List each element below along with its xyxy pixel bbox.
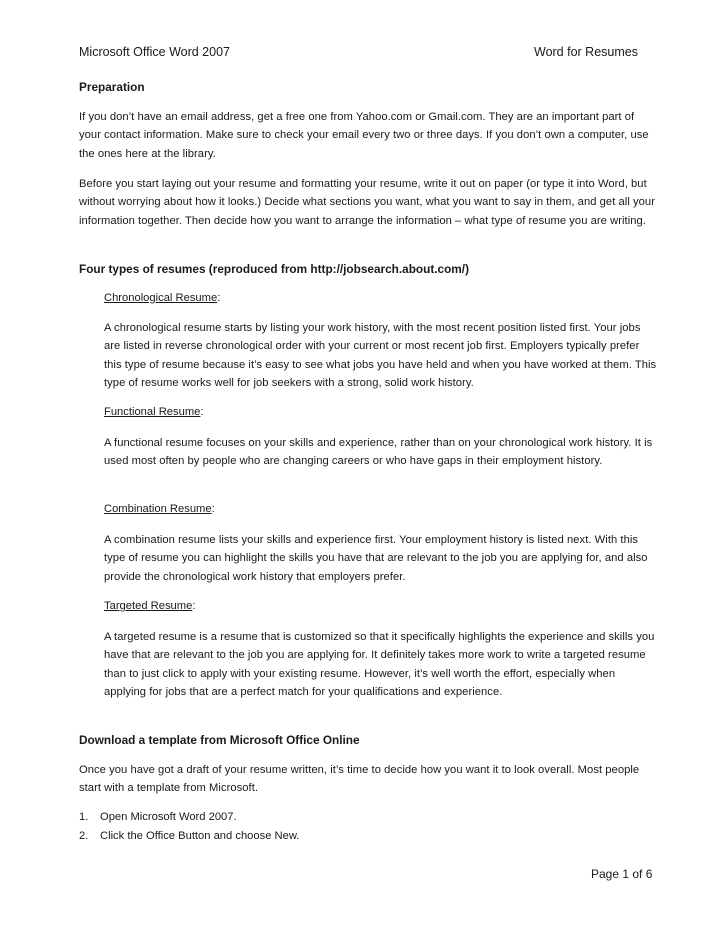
paragraph-combination: A combination resume lists your skills and experience first. Your employment history is listed next. With this type of resume you can highlight the skills you have that are relevant to the job you are applying for, and also provide the chronological work history that employers prefer.	[104, 534, 648, 583]
header-subject: Word for Resumes	[534, 45, 638, 59]
paragraph-layout: Before you start laying out your resume and formatting your resume, write it out on paper (or type it into Word, but without worrying about how it looks.) Decide what sections you want, what you want to say in them, and get all your information together. Then decide how you want to arrange the information – what type of resume you are writing.	[79, 178, 655, 227]
header-title: Microsoft Office Word 2007	[79, 45, 230, 59]
subheading-targeted-label: Targeted Resume	[104, 600, 193, 612]
page-number: Page 1 of 6	[591, 867, 653, 881]
subheading-combination-label: Combination Resume	[104, 503, 212, 515]
subheading-targeted: Targeted Resume:	[104, 600, 196, 612]
paragraph-targeted: A targeted resume is a resume that is customized so that it specifically highlights the experience and skills you have that are relevant to the job you are applying for. It definitely takes more work to write a targeted resume than to just click to apply with your existing resume. However, it’s well worth the effort, especially when applying for jobs that are a perfect match for your qualifications and experience.	[104, 631, 655, 699]
heading-preparation: Preparation	[79, 80, 145, 94]
subheading-chronological: Chronological Resume:	[104, 292, 221, 304]
paragraph-chronological: A chronological resume starts by listing your work history, with the most recent position listed first. Your jobs are listed in reverse chronological order with your current or most recent job first. Employers typically prefer this type of resume because it’s easy to see what jobs you have held and when you have worked at them. This type of resume works well for job seekers with a strong, solid work history.	[104, 322, 657, 390]
subheading-functional: Functional Resume:	[104, 406, 204, 418]
list-number: 2.	[79, 830, 89, 842]
list-item	[79, 830, 299, 842]
list-item	[79, 811, 237, 823]
paragraph-draft: Once you have got a draft of your resume written, it’s time to decide how you want it to look overall. Most people start with a template from Microsoft.	[79, 764, 640, 795]
list-text: Click the Office Button and choose New.	[100, 830, 300, 842]
paragraph-functional: A functional resume focuses on your skills and experience, rather than on your chronological work history. It is used most often by people who are changing careers or who have gaps in their employment history.	[104, 437, 653, 468]
heading-download-template: Download a template from Microsoft Office Online	[79, 733, 360, 747]
list-text: Open Microsoft Word 2007.	[100, 811, 237, 823]
subheading-chronological-label: Chronological Resume	[104, 292, 218, 304]
subheading-combination: Combination Resume:	[104, 503, 215, 515]
heading-resume-types: Four types of resumes (reproduced from http://jobsearch.about.com/)	[79, 262, 470, 276]
subheading-functional-label: Functional Resume	[104, 406, 201, 418]
paragraph-email: If you don’t have an email address, get a free one from Yahoo.com or Gmail.com. They are an important part of your contact information. Make sure to check your email every two or three days. If you don’t own a computer, use the ones here at the library.	[79, 111, 649, 160]
list-number: 1.	[79, 811, 89, 823]
